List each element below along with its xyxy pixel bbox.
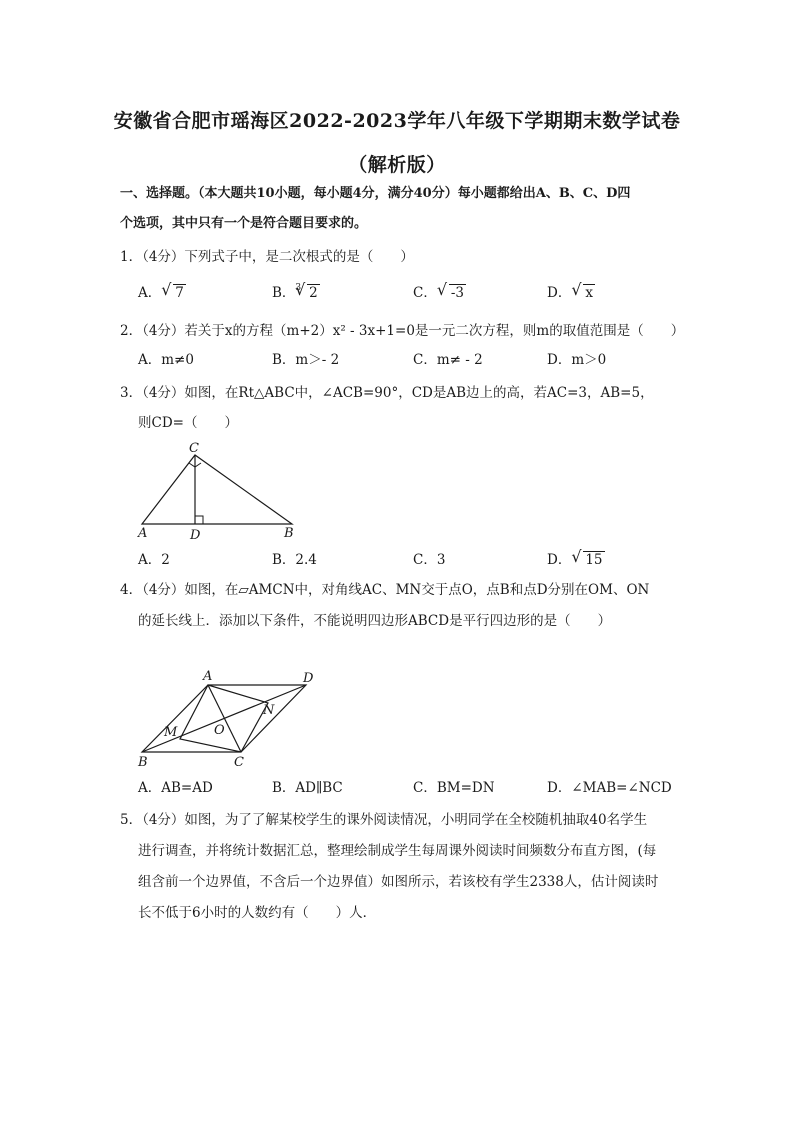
q4-option-b: B．AD∥BC (272, 780, 343, 796)
q1-option-c (413, 283, 466, 303)
question-5-stem: 5．（4分）如图，为了了解某校学生的课外阅读情况，小明同学在全校随机抽取40名学生 (120, 812, 648, 828)
label-n: N (263, 703, 275, 718)
sqrt-symbol (439, 283, 466, 303)
label-a: A (138, 526, 148, 541)
q1-option-b (272, 283, 320, 305)
q1-option-a (138, 283, 186, 303)
q1-option-d-label: D． (547, 285, 572, 301)
sqrt-symbol (163, 283, 186, 303)
diagonal-bd (142, 685, 306, 752)
q1-option-b-label: B． (272, 285, 296, 301)
question-4-stem: 4．（4分）如图，在▱AMCN中，对角线AC、MN交于点O，点B和点D分别在OM、ON (120, 582, 650, 598)
cube-root-index: 3 (295, 283, 302, 293)
label-b: B (284, 526, 294, 541)
q4-parallelogram-figure (132, 666, 332, 772)
q1-option-d (547, 283, 595, 303)
sqrt-symbol (573, 550, 604, 570)
q3-option-c: C．3 (413, 552, 446, 568)
right-angle-mark-d (195, 516, 203, 524)
question-4-stem-cont: 的延长线上．添加以下条件，不能说明四边形ABCD是平行四边形的是（ ） (138, 613, 612, 629)
page-subtitle: （解析版） (348, 154, 446, 176)
q1-option-b-radicand: 2 (309, 285, 318, 301)
q2-option-c: C．m≠ - 2 (413, 352, 483, 368)
q4-option-c: C．BM=DN (413, 780, 495, 796)
label-a: A (203, 669, 213, 684)
cube-root-symbol (297, 283, 320, 303)
q2-option-b: B．m＞- 2 (272, 352, 340, 368)
question-5-stem-cont-2: 组含前一个边界值，不含后一个边界值）如图所示，若该校有学生2338人，估计阅读时 (138, 874, 659, 890)
label-d: D (303, 671, 314, 686)
q3-option-d-label: D． (547, 552, 572, 568)
q2-option-a: A．m≠0 (138, 352, 194, 368)
question-1-stem: 1．（4分）下列式子中，是二次根式的是（ ） (120, 249, 414, 265)
q1-option-d-radicand: x (585, 285, 593, 301)
q1-option-a-radicand: 7 (175, 285, 184, 301)
q3-option-b: B．2.4 (272, 552, 317, 568)
section-heading: 一、选择题。（本大题共10小题，每小题4分，满分40分）每小题都给出A、B、C、D四 (120, 186, 631, 201)
question-2-stem: 2．（4分）若关于x的方程（m+2）x² - 3x+1=0是一元二次方程，则m的取值范围是（ ） (120, 323, 685, 339)
triangle-abc (142, 455, 292, 524)
question-5-stem-cont-3: 长不低于6小时的人数约有（ ）人． (138, 905, 377, 921)
label-d: D (190, 528, 201, 543)
q1-option-a-label: A． (138, 285, 162, 301)
label-c: C (189, 441, 199, 456)
label-b: B (138, 755, 148, 770)
label-c: C (234, 755, 244, 770)
q4-option-a: A．AB=AD (138, 780, 213, 796)
q1-option-c-radicand: -3 (450, 285, 464, 301)
q2-option-d: D．m＞0 (547, 352, 607, 368)
label-o: O (214, 723, 225, 738)
q3-option-a: A．2 (138, 552, 170, 568)
label-m: M (164, 725, 178, 740)
sqrt-symbol (573, 283, 595, 303)
q3-option-d-radicand: 15 (585, 552, 603, 568)
question-3-stem: 3．（4分）如图，在Rt△ABC中，∠ACB=90°，CD是AB边上的高，若AC=3，AB=5， (120, 385, 654, 401)
question-5-stem-cont-1: 进行调查，并将统计数据汇总，整理绘制成学生每周课外阅读时间频数分布直方图，(每 (138, 843, 657, 859)
section-heading-cont: 个选项，其中只有一个是符合题目要求的。 (120, 216, 368, 231)
q4-option-d: D．∠MAB=∠NCD (547, 780, 672, 796)
q3-triangle-figure (132, 438, 312, 546)
page-title: 安徽省合肥市瑶海区2022-2023学年八年级下学期期末数学试卷 (113, 110, 681, 132)
question-3-stem-cont: 则CD=（ ） (138, 415, 238, 431)
q1-option-c-label: C． (413, 285, 437, 301)
q3-option-d (547, 550, 605, 570)
